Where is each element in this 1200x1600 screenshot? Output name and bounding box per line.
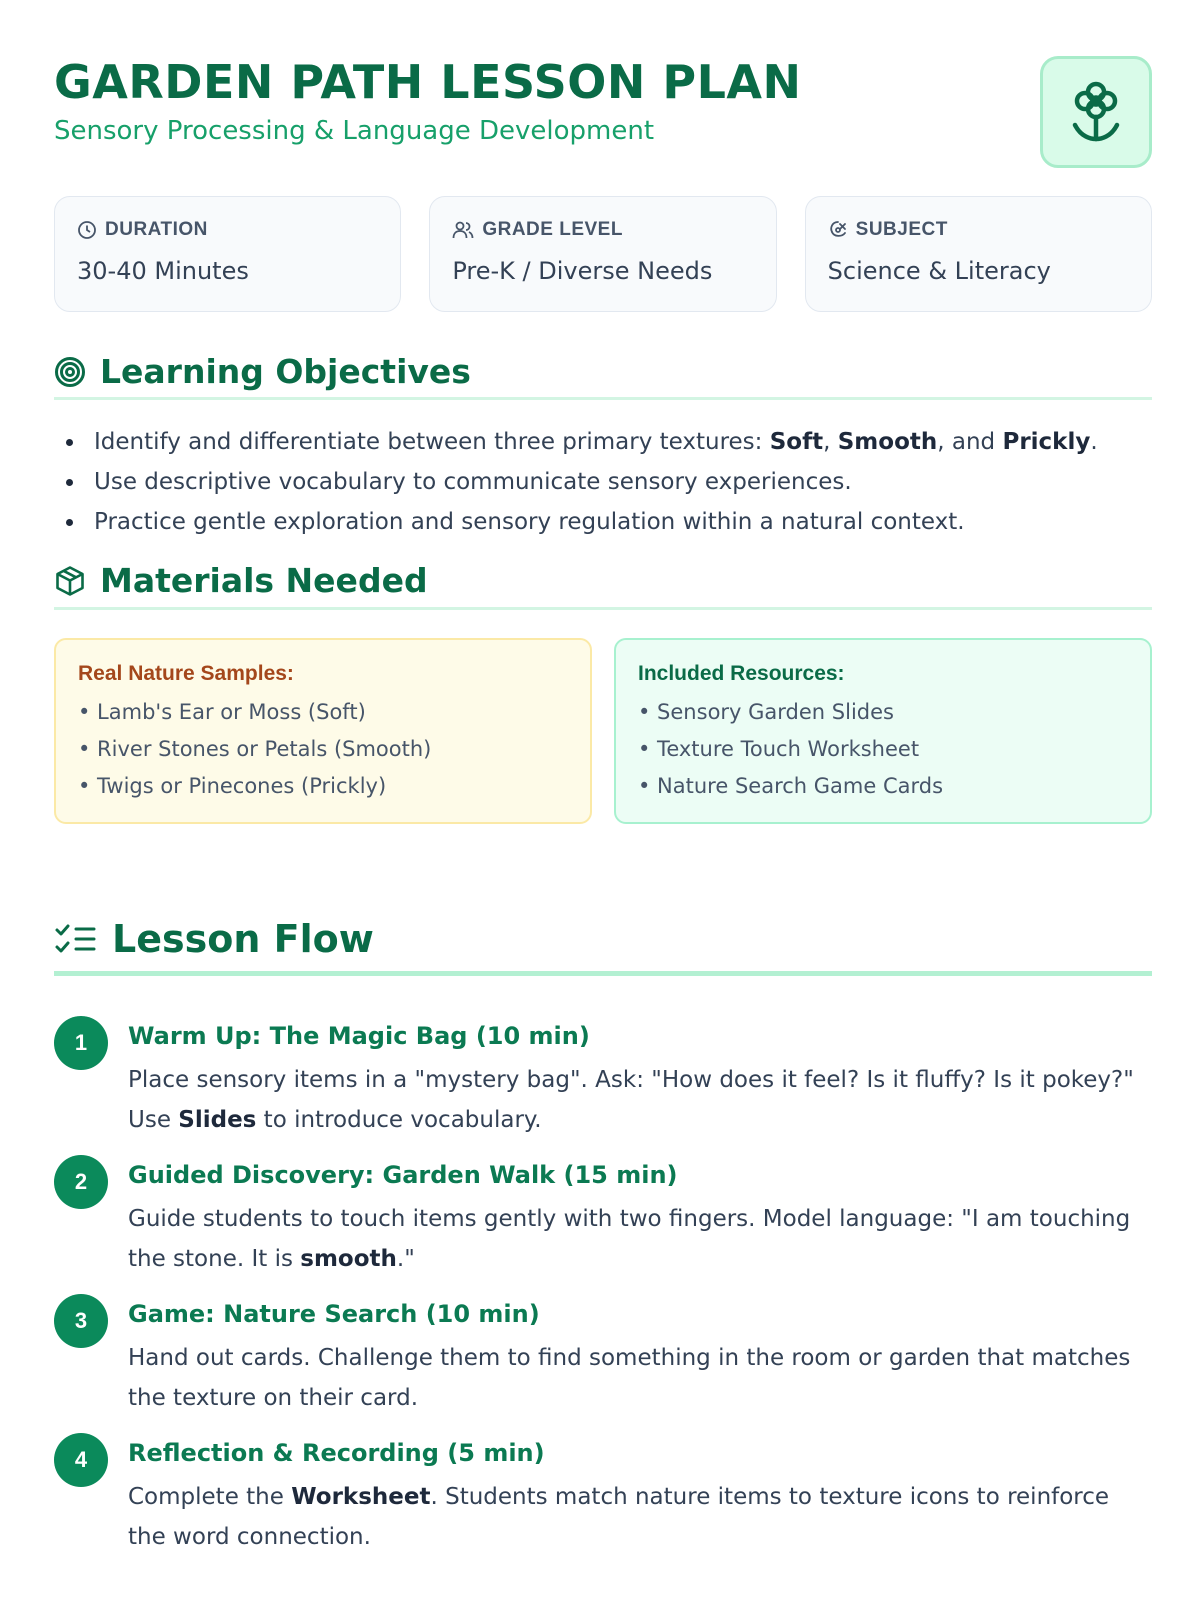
list-item: Use descriptive vocabulary to communicate sensory experiences. xyxy=(54,462,1152,502)
card-label: DURATION xyxy=(105,219,208,240)
nature-samples-box xyxy=(54,638,592,824)
step-number-badge: 4 xyxy=(54,1433,108,1487)
step-description: Guide students to touch items gently with two fingers. Model language: "I am touching the stone. It is smooth." xyxy=(128,1206,1131,1272)
card-label: SUBJECT xyxy=(855,219,948,240)
step-description: Place sensory items in a "mystery bag". Ask: "How does it feel? Is it fluffy? Is it pokey?" Use Slides to introduce vocabulary. xyxy=(128,1067,1134,1133)
target-icon xyxy=(54,356,86,388)
lesson-step xyxy=(54,1155,1152,1306)
lesson-header xyxy=(54,52,1152,172)
box-icon xyxy=(54,565,86,597)
card-value: Pre-K / Diverse Needs xyxy=(452,257,713,285)
step-title: Warm Up: The Magic Bag (10 min) xyxy=(128,1022,590,1050)
lesson-step xyxy=(54,1294,1152,1445)
step-description: Complete the Worksheet. Students match nature items to texture icons to reinforce the word connection. xyxy=(128,1484,1110,1550)
section-title: Lesson Flow xyxy=(112,916,374,961)
lesson-step xyxy=(54,1016,1152,1167)
list-item: • Sensory Garden Slides xyxy=(638,700,894,724)
materials-heading xyxy=(54,554,1152,610)
list-item: • Nature Search Game Cards xyxy=(638,774,944,798)
lesson-steps xyxy=(54,1022,1152,1584)
flower-icon xyxy=(1071,81,1121,143)
step-number-badge: 3 xyxy=(54,1294,108,1348)
section-title: Learning Objectives xyxy=(100,352,471,391)
list-item: • Twigs or Pinecones (Prickly) xyxy=(78,774,387,798)
subject-card xyxy=(805,196,1152,312)
flower-logo xyxy=(1040,56,1152,168)
lesson-flow-heading xyxy=(54,906,1152,976)
included-resources-box xyxy=(614,638,1152,824)
lesson-step xyxy=(54,1433,1152,1584)
step-title: Guided Discovery: Garden Walk (15 min) xyxy=(128,1161,678,1189)
checklist-icon xyxy=(54,923,98,955)
objectives-heading xyxy=(54,346,1152,400)
science-icon xyxy=(828,220,848,240)
materials-boxes xyxy=(54,638,1152,824)
step-number-badge: 2 xyxy=(54,1155,108,1209)
duration-card xyxy=(54,196,401,312)
info-cards xyxy=(54,196,1152,312)
card-value: 30-40 Minutes xyxy=(77,257,249,285)
users-icon xyxy=(452,220,474,240)
step-description: Hand out cards. Challenge them to find something in the room or garden that matches the texture on their card. xyxy=(128,1345,1131,1411)
page-subtitle: Sensory Processing & Language Development xyxy=(54,116,655,146)
card-label: GRADE LEVEL xyxy=(482,219,623,240)
step-number-badge: 1 xyxy=(54,1016,108,1070)
box-title: Included Resources: xyxy=(638,662,845,685)
step-title: Reflection & Recording (5 min) xyxy=(128,1439,545,1467)
step-title: Game: Nature Search (10 min) xyxy=(128,1300,540,1328)
list-item: Identify and differentiate between three primary textures: Soft, Smooth, and Prickly. xyxy=(54,422,1152,462)
clock-icon xyxy=(77,220,97,240)
objectives-list xyxy=(54,422,1152,542)
box-title: Real Nature Samples: xyxy=(78,662,294,685)
grade-level-card xyxy=(429,196,776,312)
list-item: Practice gentle exploration and sensory regulation within a natural context. xyxy=(54,502,1152,542)
list-item: • Texture Touch Worksheet xyxy=(638,737,920,761)
section-title: Materials Needed xyxy=(100,561,428,600)
page-title: GARDEN PATH LESSON PLAN xyxy=(54,55,802,109)
card-value: Science & Literacy xyxy=(827,257,1051,285)
list-item: • River Stones or Petals (Smooth) xyxy=(78,737,432,761)
list-item: • Lamb's Ear or Moss (Soft) xyxy=(78,700,366,724)
